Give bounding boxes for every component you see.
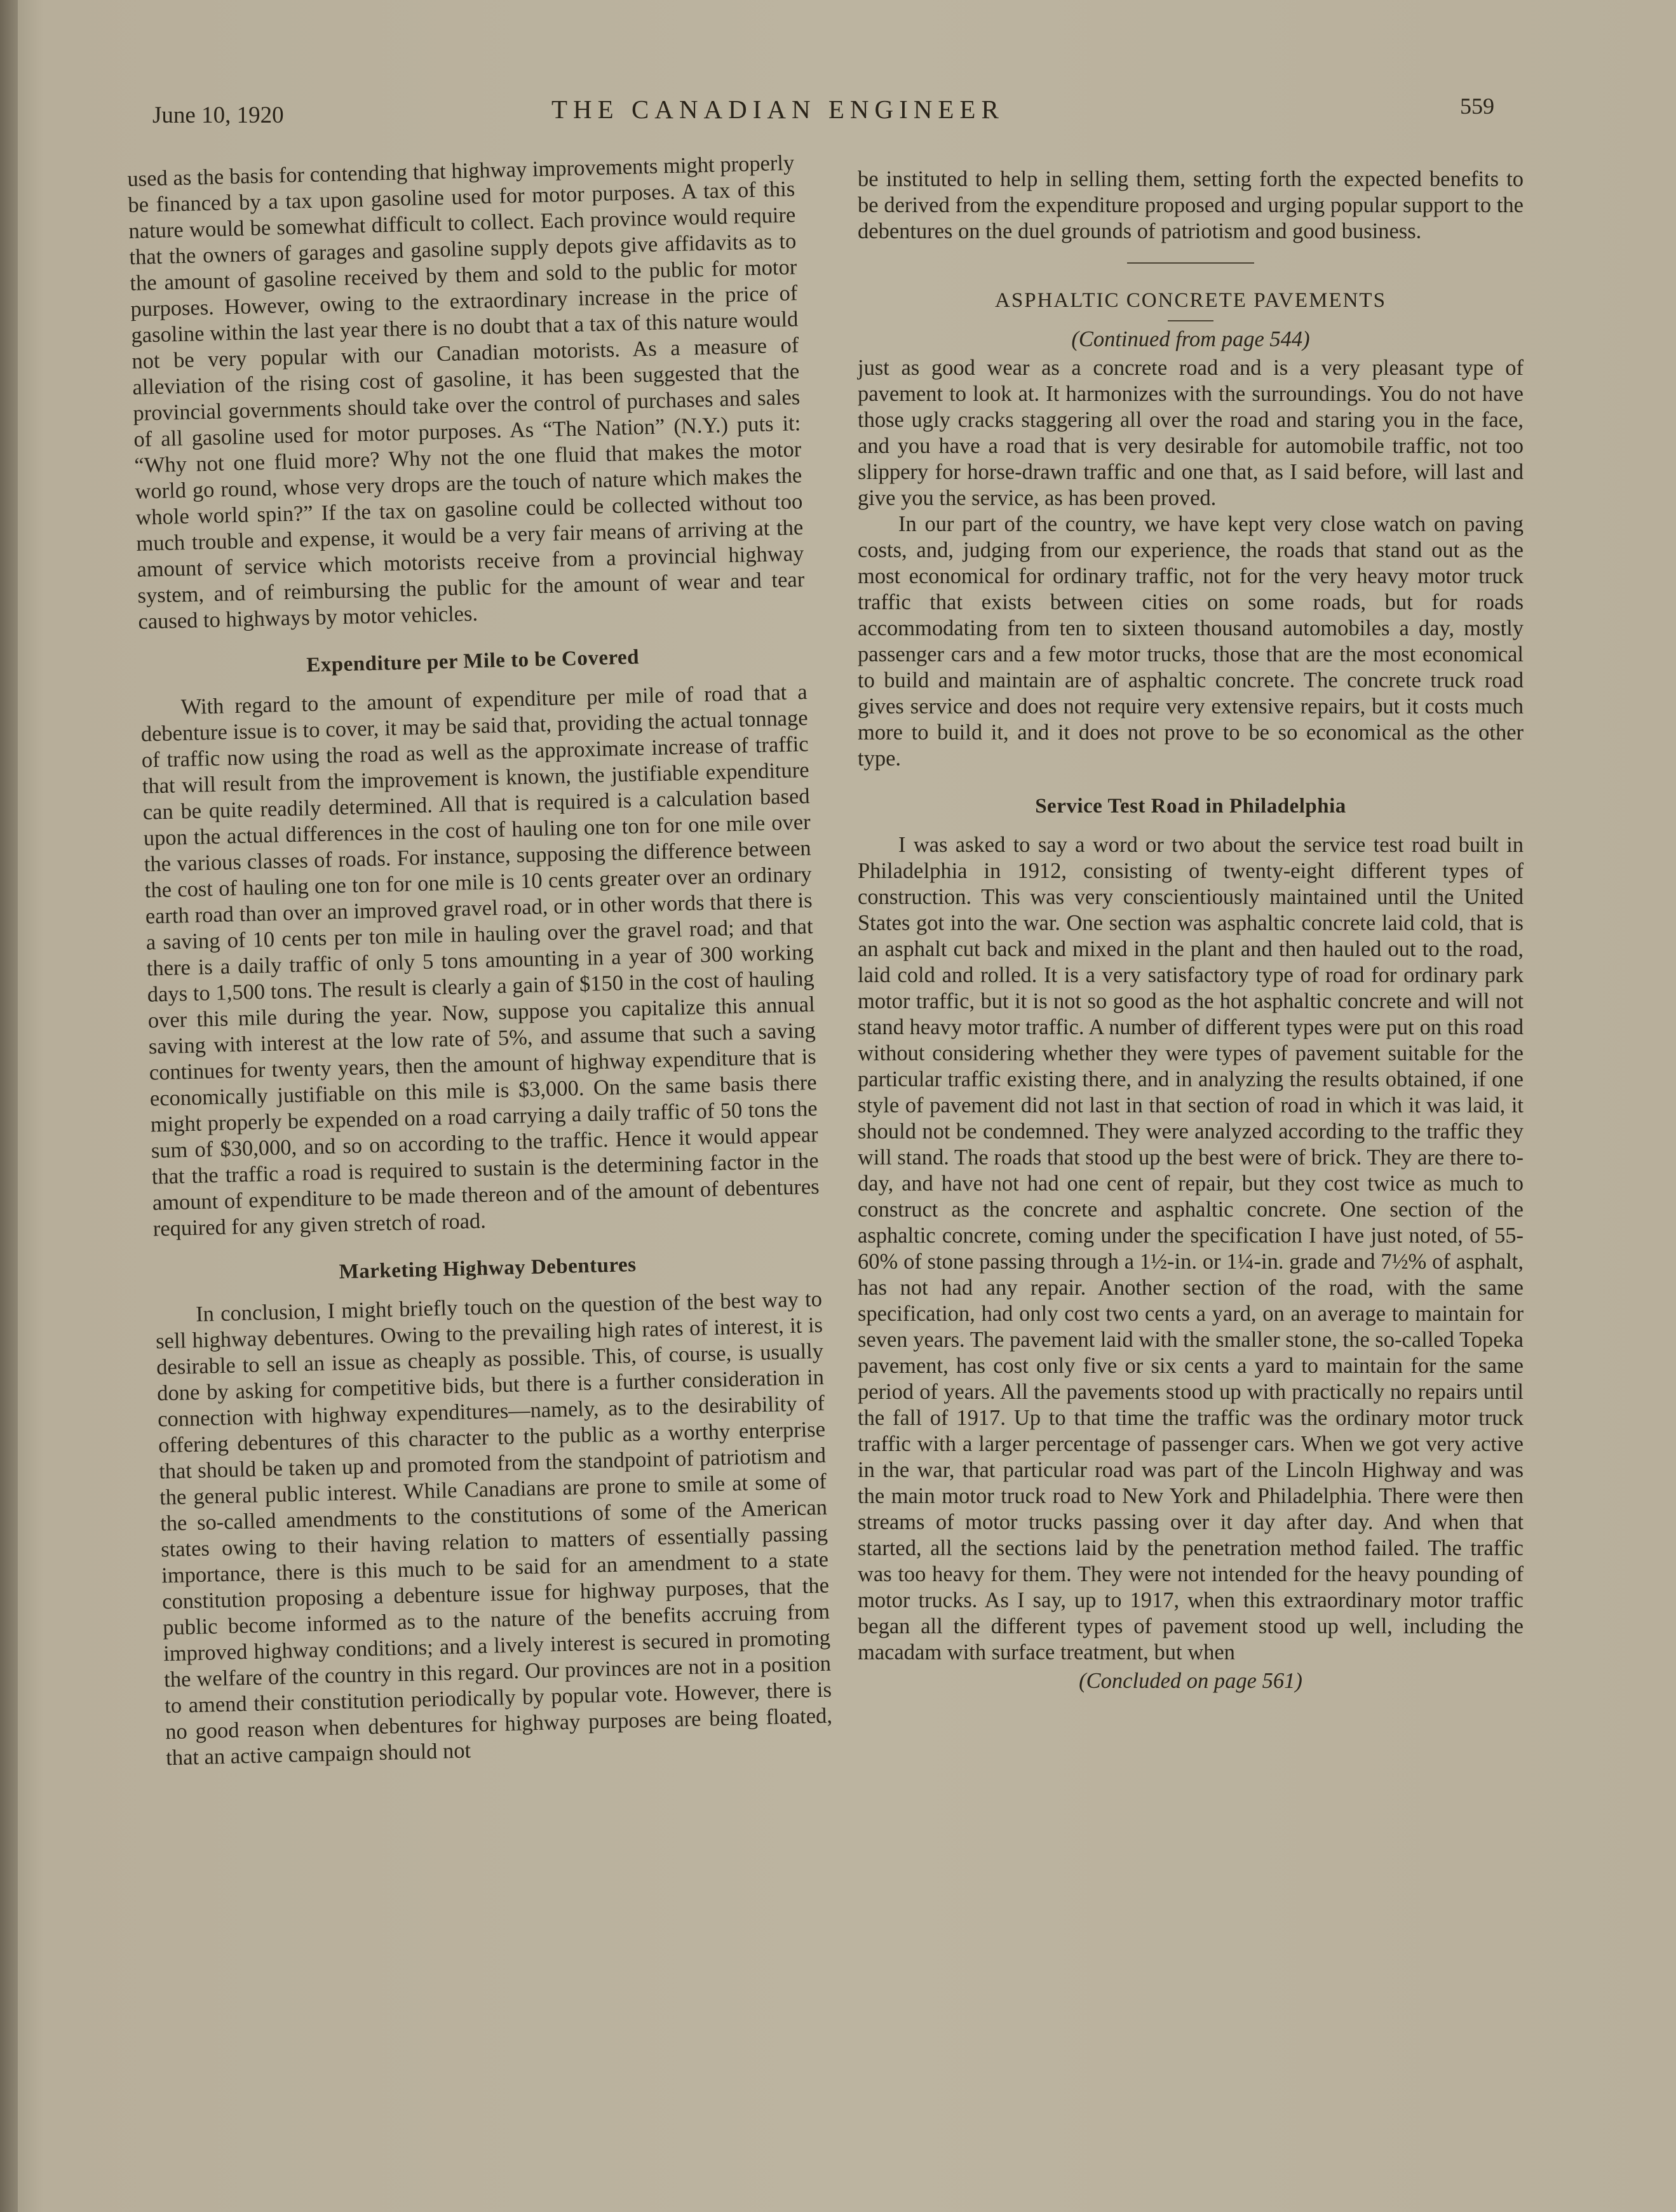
- journal-title: THE CANADIAN ENGINEER: [551, 95, 1004, 124]
- paragraph: used as the basis for contending that highway improvements might properly be financed by a tax upon gasoline used for motor purposes. A tax of this nature would be somewhat difficult to collect. Each province would require that the owners of garages and gasoline supply depots give affidavits as to the amount of gasoline received by them and sold to the public for motor purposes. However, owing to the extraordinary increase in the price of gasoline within the last year there is no doubt that a tax of this nature would not be very popular with our Canadian motorists. As a measure of alleviation of the rising cost of gasoline, it has been suggested that the provincial governments should take over the control of purchases and sales of all gasoline used for motor purposes. As “The Nation” (N.Y.) puts it: “Why not one fluid more? Why not the one fluid that makes the motor world go round, whose very drops are the touch of nature which makes the whole world spin?” If the tax on gasoline could be collected without too much trouble and expense, it would be a very fair means of arriving at the amount of service which motorists receive from a provincial highway system, and of reimbursing the public for the amount of wear and tear caused to highways by motor vehicles.: [127, 151, 805, 634]
- section-heading: Marketing Highway Debentures: [339, 1253, 637, 1284]
- article-title: ASPHALTIC CONCRETE PAVEMENTS: [995, 289, 1386, 312]
- paragraph: In conclusion, I might briefly touch on the question of the best way to sell highway debentures. Owing to the prevailing high rates of interest, it is desirable to sell an issue as cheaply as possible. This, of course, is usually done by asking for competitive bids, but there is a further consideration in connection with highway expenditures—namely, as to the desirability of offering debentures of this character to the public as a worthy enterprise that should be taken up and promoted from the standpoint of patriotism and the general public interest. While Canadians are prone to smile at some of the so-called amendments to the constitutions of some of the American states owing to their having relation to matters of essentially passing importance, there is this much to be said for an amendment to a state constitution proposing a debenture issue for highway purposes, that the public become informed as to the nature of the benefits accruing from improved highway conditions; and a lively interest is secured in promoting the welfare of the country in this regard. Our provinces are not in a position to amend their constitution periodically by popular vote. However, there is no good reason when debentures for highway purposes are being floated, that an active campaign should not: [155, 1286, 833, 1770]
- left-column: [127, 150, 833, 1771]
- page-number: 559: [1460, 93, 1494, 119]
- paragraph: With regard to the amount of expenditure per mile of road that a debenture issue is to cover, it may be said that, providing the actual tonnage of traffic now using the road as well as the approximate increase of traffic that will result from the improvement is known, the justifiable expenditure can be quite readily determined. All that is required is a calculation based upon the actual differences in the cost of hauling one ton for one mile over the various classes of roads. For instance, supposing the difference between the cost of hauling one ton for one mile is 10 cents greater over an ordinary earth road than over an improved gravel road, or in other words that there is a saving of 10 cents per ton mile in hauling over the gravel road; and that there is a daily traffic of only 5 tons amounting in a year of 300 working days to 1,500 tons. The result is clearly a gain of $150 in the cost of hauling over this mile during the year. Now, suppose you capitalize this annual saving with interest at the low rate of 5%, and assume that such a saving continues for twenty years, then the amount of highway expenditure that is economically justifiable on this mile is $3,000. On the same basis there might properly be expended on a road carrying a daily traffic of 50 tons the sum of $30,000, and so on according to the traffic. Hence it would appear that the traffic a road is required to sustain is the determining factor in the amount of expenditure to be made thereon and of the amount of debentures required for any given stretch of road.: [140, 680, 820, 1241]
- article-divider: [1127, 262, 1254, 264]
- page-binding-edge: [0, 0, 18, 2212]
- paragraph: I was asked to say a word or two about the service test road built in Philadelphia in 1912, consisting of twenty-eight different types of construction. This was very conscientiously maintained until the United States got into the war. One section was asphaltic concrete laid cold, that is an asphalt cut back and mixed in the plant and then hauled out to the road, laid cold and rolled. It is a very satisfactory type of road for ordinary park motor traffic, but it is not so good as the hot asphaltic concrete and will not stand heavy motor traffic. A number of different types were put on this road without considering whether they were types of pavement suitable for the particular traffic existing there, and in analyzing the results obtained, if one style of pavement did not last in that section of road in which it was laid, it should not be condemned. They were analyzed according to the traffic they will stand. The roads that stood up the best were of brick. They are there to-day, and have not had one cent of repair, but they cost twice as much to construct as the concrete and asphaltic concrete. One section of the asphaltic concrete, coming under the specification I have just noted, of 55-60% of stone passing through a 1½-in. or 1¼-in. grade and 7½% of asphalt, has not had any repair. Another section of the road, with the same specification, had only cost two cents a yard, on an average to maintain for seven years. The pavement laid with the smaller stone, the so-called Topeka pavement, has cost only five or six cents a yard to maintain for the same period of years. All the pavements stood up with practically no repairs until the fall of 1917. Up to that time the traffic was the ordinary motor truck traffic with a larger percentage of passenger cars. When we got very active in the war, that particular road was part of the Lincoln Highway and was the main motor truck road to New York and Philadelphia. There were then streams of motor trucks passing over it day after day. And when that started, all the sections laid by the penetration method failed. The traffic was too heavy for them. They were not intended for the heavy pounding of motor trucks. As I say, up to 1917, when this extraordinary motor traffic began all the different types of pavement stood up well, including the macadam with surface treatment, but when: [858, 833, 1524, 1664]
- paragraph: just as good wear as a concrete road and is a very pleasant type of pavement to look at. It harmonizes with the surroundings. You do not have those ugly cracks staggering all over the road and staring you in the face, and you have a road that is very desirable for automobile traffic, not too slippery for horse-drawn traffic and one that, as I said before, will last and give you the service, as has been proved.: [858, 356, 1524, 510]
- section-heading: Service Test Road in Philadelphia: [1035, 795, 1346, 818]
- paragraph: be instituted to help in selling them, setting forth the expected benefits to be derived from the expenditure proposed and urging popular support to the debentures on the duel grounds of patriotism and good business.: [858, 167, 1524, 243]
- continued-note: (Continued from page 544): [1071, 327, 1310, 351]
- concluded-note: (Concluded on page 561): [1079, 1669, 1302, 1693]
- issue-date: June 10, 1920: [152, 102, 284, 128]
- paragraph: In our part of the country, we have kept very close watch on paving costs, and, judging from our experience, the roads that stand out as the most economical for ordinary traffic, not for the very heavy motor truck traffic that exists between cities on some roads, but for roads accommodating from ten to sixteen thousand automobiles a day, mostly passenger cars and a few motor trucks, those that are the most economical to build and maintain are of asphaltic concrete. The concrete truck road gives service and does not require very extensive repairs, but it costs much more to build it, and it does not prove to be so economical as the other type.: [858, 512, 1524, 771]
- title-rule: [1168, 320, 1213, 321]
- right-column: [858, 166, 1524, 1694]
- running-header: [0, 89, 1676, 127]
- section-heading: Expenditure per Mile to be Covered: [306, 645, 640, 677]
